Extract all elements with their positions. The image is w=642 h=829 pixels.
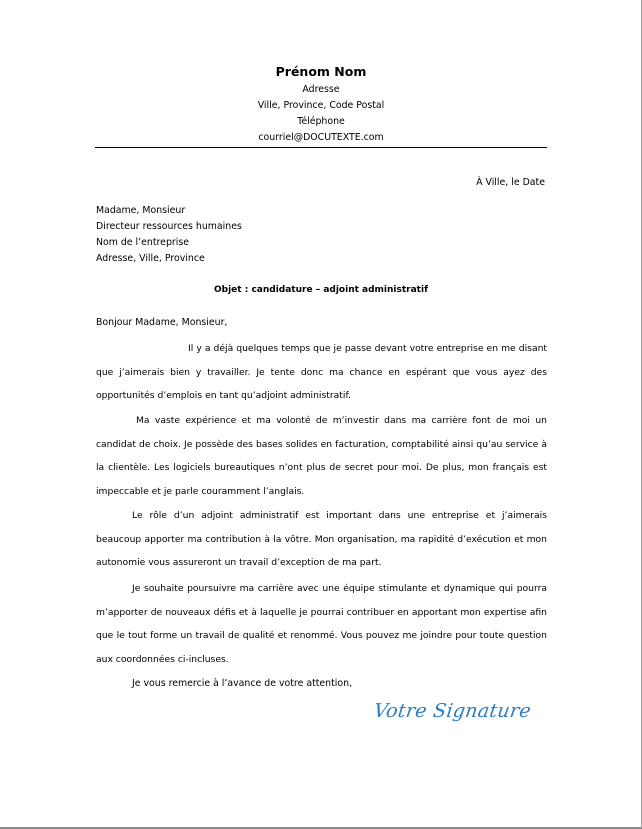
recipient-line: Madame, Monsieur bbox=[96, 205, 186, 216]
sender-phone: Téléphone bbox=[297, 116, 345, 127]
date-line: À Ville, le Date bbox=[476, 177, 545, 188]
salutation: Bonjour Madame, Monsieur, bbox=[96, 317, 228, 328]
body-paragraph-4: Je souhaite poursuivre ma carrière avec une équipe stimulante et dynamique qui pourra m’apporter de nouveaux défis et à laquelle je pourrai contribuer en apportant mon expertise afin que le tout forme un travail de qualité et renommé. Vous pouvez me joindre pour toute question aux coordonnées ci-incluses. bbox=[96, 583, 547, 665]
closing-line: Je vous remercie à l’avance de votre attention, bbox=[132, 678, 353, 689]
recipient-line: Nom de l’entreprise bbox=[96, 237, 190, 248]
recipient-line: Directeur ressources humaines bbox=[96, 221, 242, 232]
signature: Votre Signature bbox=[372, 700, 533, 722]
body-paragraph-3: Le rôle d’un adjoint administratif est important dans une entreprise et j’aimerais beaucoup apporter ma contribution à la vôtre. Mon organisation, ma rapidité d’exécution et mon autonomie vous assureront un travail d’exception de ma part. bbox=[96, 510, 547, 568]
sender-city-line: Ville, Province, Code Postal bbox=[257, 100, 385, 111]
sender-address: Adresse bbox=[302, 84, 340, 95]
body-paragraph-1: Il y a déjà quelques temps que je passe devant votre entreprise en me disant que j’aimerais bien y travailler. Je tente donc ma chance en espérant que vous ayez des opportunités d’emplois en tant qu’adjoint administratif. bbox=[96, 343, 547, 401]
recipient-block bbox=[96, 203, 242, 267]
sender-email: courriel@DOCUTEXTE.com bbox=[258, 132, 384, 143]
sender-name: Prénom Nom bbox=[275, 64, 367, 79]
letter-subject: Objet : candidature – adjoint administratif bbox=[214, 285, 428, 295]
sender-header bbox=[95, 63, 547, 146]
recipient-line: Adresse, Ville, Province bbox=[96, 253, 205, 264]
body-paragraph-2: Ma vaste expérience et ma volonté de m’investir dans ma carrière font de moi un candidat de choix. Je possède des bases solides en facturation, comptabilité ainsi qu’au service à la clientèle. Les logiciels bureautiques n’ont plus de secret pour moi. De plus, mon français est impeccable et je parle couramment l’anglais. bbox=[96, 415, 547, 497]
header-divider bbox=[95, 147, 547, 148]
